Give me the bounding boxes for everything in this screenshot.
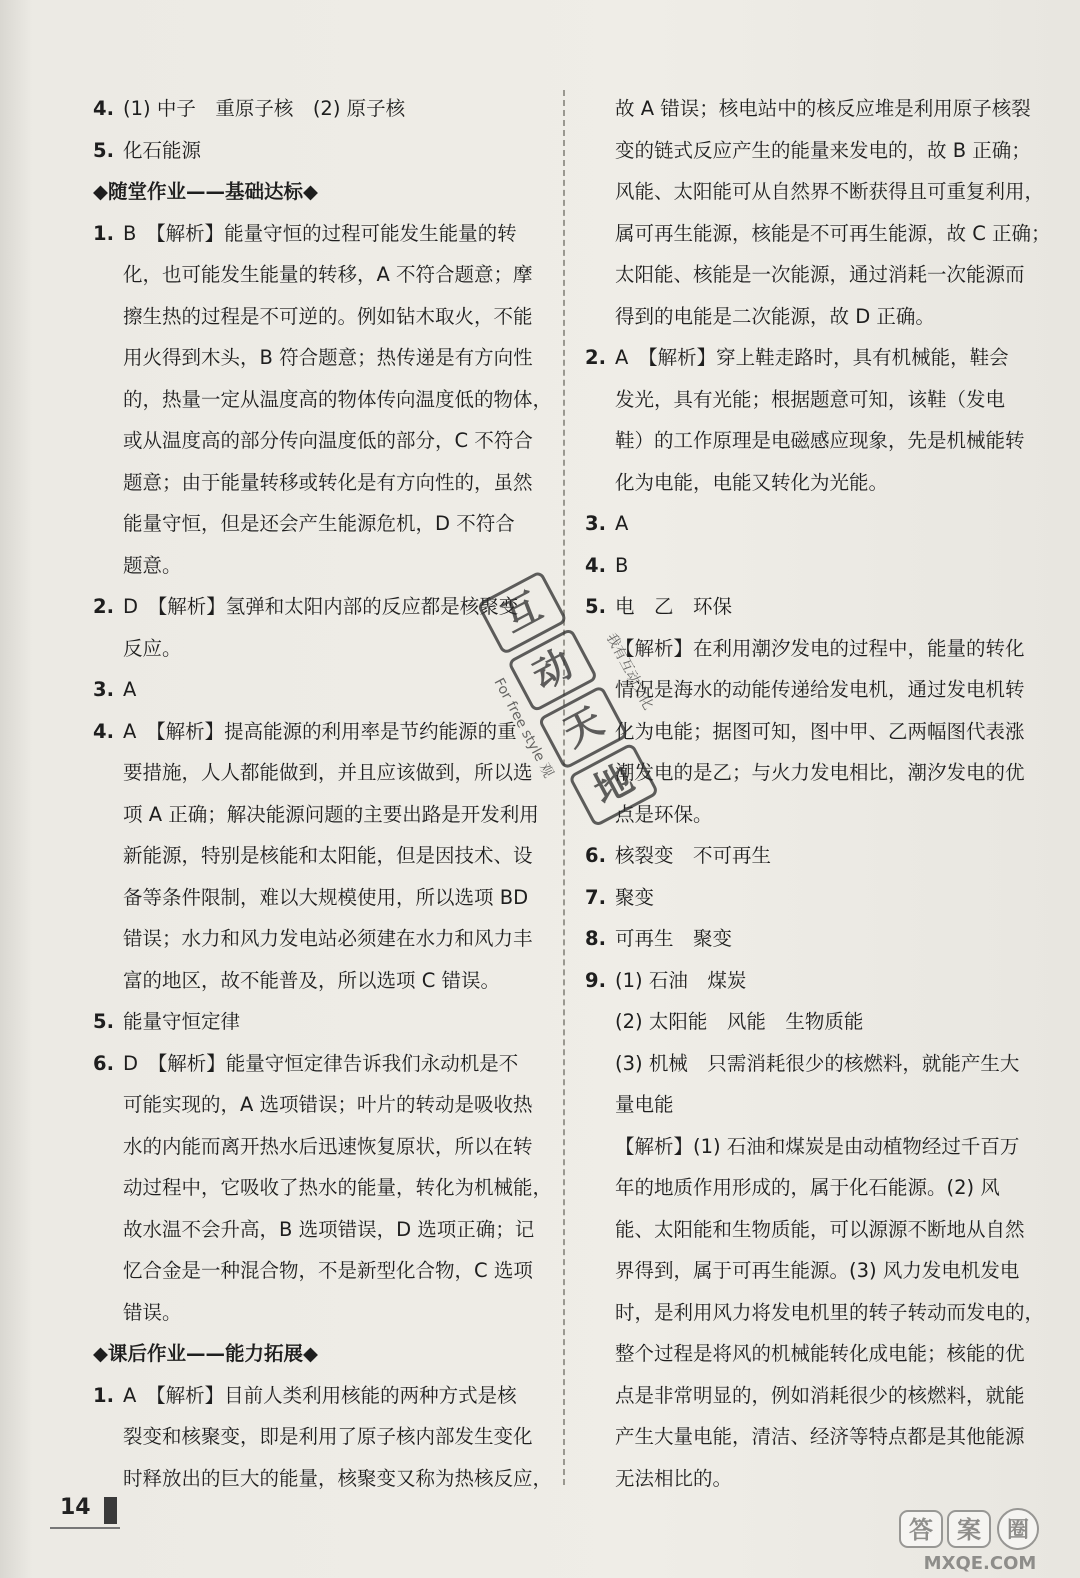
answer-continuation: (3) 机械 只需消耗很少的核燃料，就能产生大	[615, 1051, 1020, 1075]
item-number: 6.	[585, 844, 606, 867]
item-number: 8.	[585, 927, 606, 950]
answer-continuation: 化为电能；据图可知，图中甲、乙两幅图代表涨	[615, 719, 1025, 743]
answer-continuation: 化为电能，电能又转化为光能。	[615, 470, 889, 494]
answer-continuation: 反应。	[123, 636, 182, 660]
svg-text:答: 答	[909, 1516, 933, 1544]
item-number: 1.	[93, 1383, 114, 1407]
answer-continuation: 可能实现的，A 选项错误；叶片的转动是吸收热	[123, 1093, 533, 1116]
item-number: 9.	[585, 968, 606, 992]
answer-continuation: 年的地质作用形成的，属于化石能源。(2) 风	[615, 1176, 1000, 1199]
item-number: 1.	[93, 221, 114, 245]
answer-text: A 【解析】穿上鞋走路时，具有机械能，鞋会	[615, 346, 1009, 369]
answer-item	[93, 88, 543, 130]
answer-continuation: 的，热量一定从温度高的物体传向温度低的物体，	[123, 387, 553, 411]
answer-continuation: 动过程中，它吸收了热水的能量，转化为机械能，	[123, 1176, 553, 1199]
answer-continuation: 鞋）的工作原理是电磁感应现象，先是机械能转	[615, 429, 1025, 452]
answer-item	[93, 586, 543, 628]
answer-continuation: 整个过程是将风的机械能转化成电能；核能的优	[615, 1342, 1025, 1365]
answer-item	[93, 669, 543, 711]
answer-text: B	[615, 553, 629, 577]
answer-continuation: 或从温度高的部分传向温度低的部分，C 不符合	[123, 429, 533, 452]
answer-continuation: 化，也可能发生能量的转移，A 不符合题意；摩	[123, 263, 533, 286]
item-number: 6.	[93, 1051, 114, 1075]
answer-continuation: 点是环保。	[615, 802, 713, 826]
section-heading: ◆随堂作业——基础达标◆	[93, 180, 318, 203]
page-number-bar	[104, 1497, 117, 1524]
answer-text: 可再生 聚变	[615, 927, 733, 950]
answer-continuation: 故水温不会升高，B 选项错误，D 选项正确；记	[123, 1217, 535, 1241]
answer-item	[585, 545, 1035, 587]
answer-text: A 【解析】目前人类利用核能的两种方式是核	[123, 1383, 517, 1407]
svg-text:地: 地	[586, 756, 641, 813]
answer-item	[93, 1375, 543, 1417]
item-number: 4.	[93, 719, 114, 743]
answer-text: 电 乙 环保	[615, 595, 733, 618]
answer-continuation: 界得到，属于可再生能源。(3) 风力发电机发电	[615, 1259, 1020, 1282]
page-number-rule	[50, 1527, 120, 1529]
answer-text: 聚变	[615, 885, 655, 909]
svg-text:For free style 观: For free style 观	[490, 675, 557, 781]
svg-text:圈: 圈	[1006, 1518, 1030, 1543]
answer-continuation: 擦生热的过程是不可逆的。例如钻木取火，不能	[123, 304, 533, 328]
answer-text: 核裂变 不可再生	[615, 844, 772, 867]
item-number: 4.	[585, 553, 606, 577]
answer-continuation: 【解析】(1) 石油和煤炭是由动植物经过千百万	[615, 1134, 1020, 1158]
svg-text:MXQE.COM: MXQE.COM	[923, 1553, 1037, 1574]
item-number: 2.	[585, 346, 606, 369]
answer-text: 化石能源	[123, 138, 202, 162]
answer-continuation: 项 A 正确；解决能源问题的主要出路是开发利用	[123, 802, 539, 826]
answer-item	[93, 1001, 543, 1043]
item-number: 5.	[585, 595, 606, 618]
answer-continuation: 错误。	[123, 1300, 182, 1324]
answer-text: 能量守恒定律	[123, 1010, 241, 1033]
answer-continuation: 得到的电能是二次能源，故 D 正确。	[615, 304, 935, 328]
answer-text: A	[123, 678, 137, 701]
answer-text: A	[615, 512, 629, 535]
item-number: 4.	[93, 97, 114, 120]
answer-continuation: 量电能	[615, 1093, 674, 1116]
answer-item	[585, 960, 1035, 1002]
answer-continuation: 要措施，人人都能做到，并且应该做到，所以选	[123, 761, 533, 784]
answer-continuation: 时，是利用风力将发电机里的转子转动而发电的，	[615, 1300, 1045, 1324]
answer-item	[585, 337, 1035, 379]
answer-continuation: 用火得到木头，B 符合题意；热传递是有方向性	[123, 346, 533, 369]
right-column	[585, 88, 1051, 1499]
answer-item	[585, 503, 1035, 545]
column-divider	[563, 90, 565, 1485]
svg-text:我有互动文化: 我有互动文化	[602, 630, 657, 713]
answer-continuation: 点是非常明显的，例如消耗很少的核燃料，就能	[615, 1383, 1025, 1407]
svg-text:动: 动	[525, 641, 580, 698]
svg-text:案: 案	[957, 1516, 981, 1544]
answer-continuation: 时释放出的巨大的能量，核聚变又称为热核反应，	[123, 1466, 553, 1490]
answer-text: D 【解析】能量守恒定律告诉我们永动机是不	[123, 1051, 519, 1075]
answer-item	[93, 1043, 543, 1085]
answer-continuation: 属可再生能源，核能是不可再生能源，故 C 正确；	[615, 221, 1051, 245]
item-number: 5.	[93, 1010, 114, 1033]
item-number: 2.	[93, 595, 114, 618]
answer-continuation: 新能源，特别是核能和太阳能，但是因技术、设	[123, 844, 533, 867]
answer-continuation: 题意。	[123, 553, 182, 577]
answer-continuation: 风能、太阳能可从自然界不断获得且可重复利用，	[615, 180, 1045, 203]
answer-item	[585, 586, 1035, 628]
section-heading: ◆课后作业——能力拓展◆	[93, 1342, 318, 1365]
answer-continuation: 水的内能而离开热水后迅速恢复原状，所以在转	[123, 1134, 533, 1158]
answer-continuation: 备等条件限制，难以大规模使用，所以选项 BD	[123, 885, 529, 909]
answer-continuation: (2) 太阳能 风能 生物质能	[615, 1010, 864, 1033]
answer-item	[93, 130, 543, 172]
answer-text: D 【解析】氢弹和太阳内部的反应都是核聚变	[123, 595, 519, 618]
answer-item	[585, 877, 1035, 919]
svg-text:互: 互	[494, 583, 550, 641]
left-column	[93, 88, 553, 1499]
answer-item	[585, 835, 1035, 877]
item-number: 3.	[93, 678, 114, 701]
answer-continuation: 裂变和核聚变，即是利用了原子核内部发生变化	[123, 1425, 533, 1448]
item-number: 3.	[585, 512, 606, 535]
answer-continuation: 富的地区，故不能普及，所以选项 C 错误。	[123, 968, 501, 992]
item-number: 5.	[93, 138, 114, 162]
answer-item	[585, 918, 1035, 960]
answer-continuation: 情况是海水的动能传递给发电机，通过发电机转	[615, 678, 1025, 701]
answer-continuation: 故 A 错误；核电站中的核反应堆是利用原子核裂	[615, 97, 1031, 120]
answer-text: A 【解析】提高能源的利用率是节约能源的重	[123, 719, 517, 743]
answer-continuation: 变的链式反应产生的能量来发电的，故 B 正确；	[615, 138, 1031, 162]
brand-logo	[890, 1505, 1070, 1575]
answer-continuation: 能、太阳能和生物质能，可以源源不断地从自然	[615, 1217, 1025, 1241]
answer-continuation: 发光，具有光能；根据题意可知，该鞋（发电	[615, 387, 1006, 411]
answer-text: (1) 中子 重原子核 (2) 原子核	[123, 97, 406, 120]
answer-continuation: 忆合金是一种混合物，不是新型化合物，C 选项	[123, 1259, 533, 1282]
answer-continuation: 产生大量电能，清洁、经济等特点都是其他能源	[615, 1425, 1025, 1448]
answer-continuation: 错误；水力和风力发电站必须建在水力和风力丰	[123, 927, 533, 950]
answer-continuation: 潮发电的是乙；与火力发电相比，潮汐发电的优	[615, 761, 1025, 784]
page-number: 14	[60, 1495, 91, 1520]
answer-item	[93, 711, 543, 753]
answer-text: B 【解析】能量守恒的过程可能发生能量的转	[123, 221, 517, 245]
answer-continuation: 【解析】在利用潮汐发电的过程中，能量的转化	[615, 636, 1025, 660]
answer-continuation: 能量守恒，但是还会产生能源危机，D 不符合	[123, 512, 515, 535]
answer-continuation: 题意；由于能量转移或转化是有方向性的，虽然	[123, 470, 533, 494]
item-number: 7.	[585, 885, 606, 909]
answer-continuation: 无法相比的。	[615, 1466, 733, 1490]
answer-item	[93, 213, 543, 255]
answer-text: (1) 石油 煤炭	[615, 968, 747, 992]
answer-continuation: 太阳能、核能是一次能源，通过消耗一次能源而	[615, 263, 1025, 286]
svg-text:天: 天	[555, 698, 611, 756]
